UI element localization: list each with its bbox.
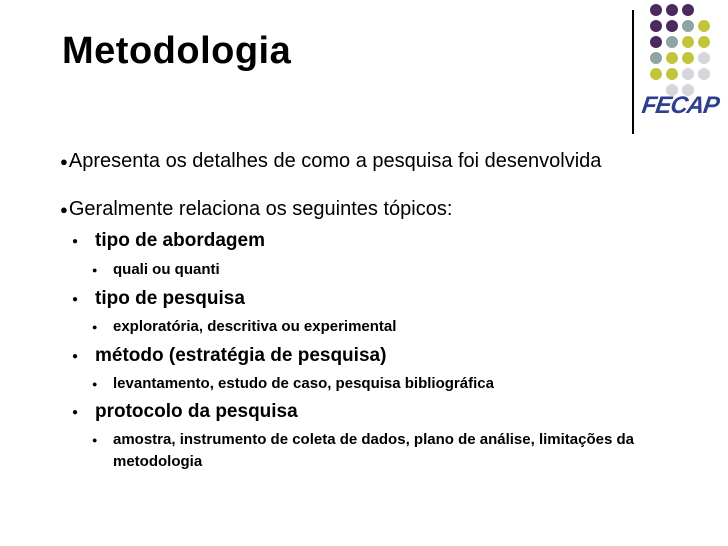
- logo-dot: [682, 4, 694, 16]
- logo-dot: [650, 20, 662, 32]
- logo-dot: [698, 68, 710, 80]
- bullet-icon: ●: [72, 351, 79, 362]
- bullet-item-geralmente: [60, 198, 452, 221]
- logo-dot: [682, 68, 694, 80]
- logo-dot: [650, 52, 662, 64]
- logo-dot: [698, 52, 710, 64]
- logo-dot: [666, 68, 678, 80]
- subsubbullet-amostra: [92, 429, 652, 473]
- bullet-text: tipo de abordagem: [95, 230, 265, 251]
- bullet-text: Apresenta os detalhes de como a pesquisa foi desenvolvida: [68, 150, 602, 172]
- bullet-text: quali ou quanti: [113, 261, 220, 278]
- logo-dot: [682, 20, 694, 32]
- logo-dot: [650, 36, 662, 48]
- bullet-icon: ●: [72, 236, 79, 247]
- subsubbullet-levantamento: [92, 373, 652, 395]
- subsubbullet-quali: [92, 259, 652, 281]
- bullet-text: levantamento, estudo de caso, pesquisa bibliográfica: [113, 375, 494, 392]
- logo-dot-grid: [650, 4, 711, 97]
- logo-dot: [650, 68, 662, 80]
- fecap-logo: FECAP: [640, 92, 721, 119]
- logo-dot: [650, 4, 662, 16]
- bullet-icon: ●: [92, 435, 98, 445]
- subsubbullet-exploratoria: [92, 316, 652, 338]
- logo-dot: [682, 36, 694, 48]
- logo-dot: [666, 4, 678, 16]
- logo-dot: [682, 52, 694, 64]
- header-divider: [632, 10, 634, 134]
- bullet-item-apresenta: [60, 150, 601, 173]
- bullet-icon: ●: [92, 379, 98, 389]
- logo-dot: [698, 4, 710, 16]
- bullet-text: exploratória, descritiva ou experimental: [113, 318, 397, 335]
- logo-dot: [666, 36, 678, 48]
- bullet-text: tipo de pesquisa: [95, 288, 245, 309]
- bullet-text: método (estratégia de pesquisa): [95, 345, 387, 366]
- bullet-icon: ●: [72, 294, 79, 305]
- bullet-text: amostra, instrumento de coleta de dados, plano de análise, limitações da metodologia: [113, 431, 634, 470]
- bullet-icon: ●: [60, 202, 68, 217]
- logo-dot: [666, 52, 678, 64]
- logo-dot: [698, 20, 710, 32]
- bullet-icon: ●: [72, 407, 79, 418]
- bullet-text: protocolo da pesquisa: [95, 401, 298, 422]
- bullet-icon: ●: [60, 154, 68, 169]
- slide-title: Metodologia: [62, 30, 292, 72]
- bullet-text: Geralmente relaciona os seguintes tópicos:: [68, 198, 453, 220]
- bullet-icon: ●: [92, 322, 98, 332]
- logo-dot: [666, 20, 678, 32]
- logo-dot: [698, 36, 710, 48]
- bullet-icon: ●: [92, 265, 98, 275]
